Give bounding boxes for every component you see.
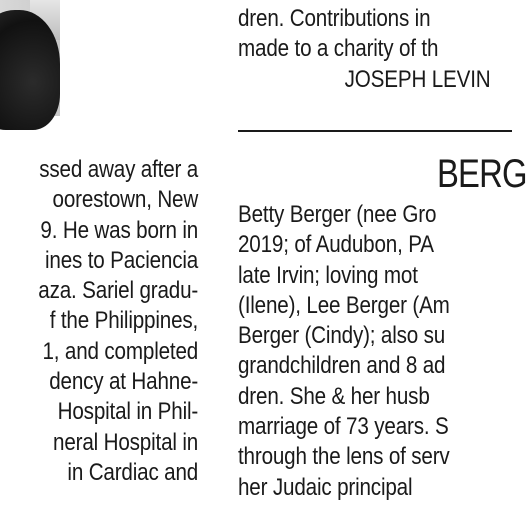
text-line: Berger (Cindy); also su xyxy=(238,322,446,350)
text-line: her Judaic principal xyxy=(238,473,413,501)
text-line: ssed away after a xyxy=(39,156,199,183)
text-line: oorestown, New xyxy=(52,186,199,214)
previous-obituary-ending xyxy=(238,4,491,95)
text-line: aza. Sariel gradu- xyxy=(38,277,199,305)
berger-obituary-text xyxy=(238,200,450,503)
text-line: 9. He was born in xyxy=(40,216,199,244)
obituary-heading: BERG xyxy=(437,152,527,196)
text-line: through the lens of serv xyxy=(238,443,450,471)
text-line: ines to Paciencia xyxy=(44,246,199,274)
text-line: neral Hospital in xyxy=(53,428,199,456)
text-line: made to a charity of th xyxy=(238,35,439,63)
text-line: 2019; of Audubon, PA xyxy=(238,231,434,259)
text-line: late Irvin; loving mot xyxy=(238,261,418,289)
text-line: grandchildren and 8 ad xyxy=(238,352,446,380)
text-line: dency at Hahne- xyxy=(49,368,199,396)
text-line: f the Philippines, xyxy=(49,307,199,335)
signature-line: JOSEPH LEVIN xyxy=(344,65,491,93)
text-line: dren. She & her husb xyxy=(238,382,430,410)
text-line: Betty Berger (nee Gro xyxy=(238,201,437,228)
obituary-photo xyxy=(0,0,60,116)
text-line: in Cardiac and xyxy=(67,458,199,486)
section-divider xyxy=(238,130,512,132)
text-line: 1, and completed xyxy=(42,337,199,365)
text-line: (Ilene), Lee Berger (Am xyxy=(238,291,450,319)
text-line: Hospital in Phil- xyxy=(57,398,199,426)
left-obituary-column xyxy=(0,155,198,488)
text-line: marriage of 73 years. S xyxy=(238,413,449,441)
text-line: dren. Contributions in xyxy=(238,5,431,32)
